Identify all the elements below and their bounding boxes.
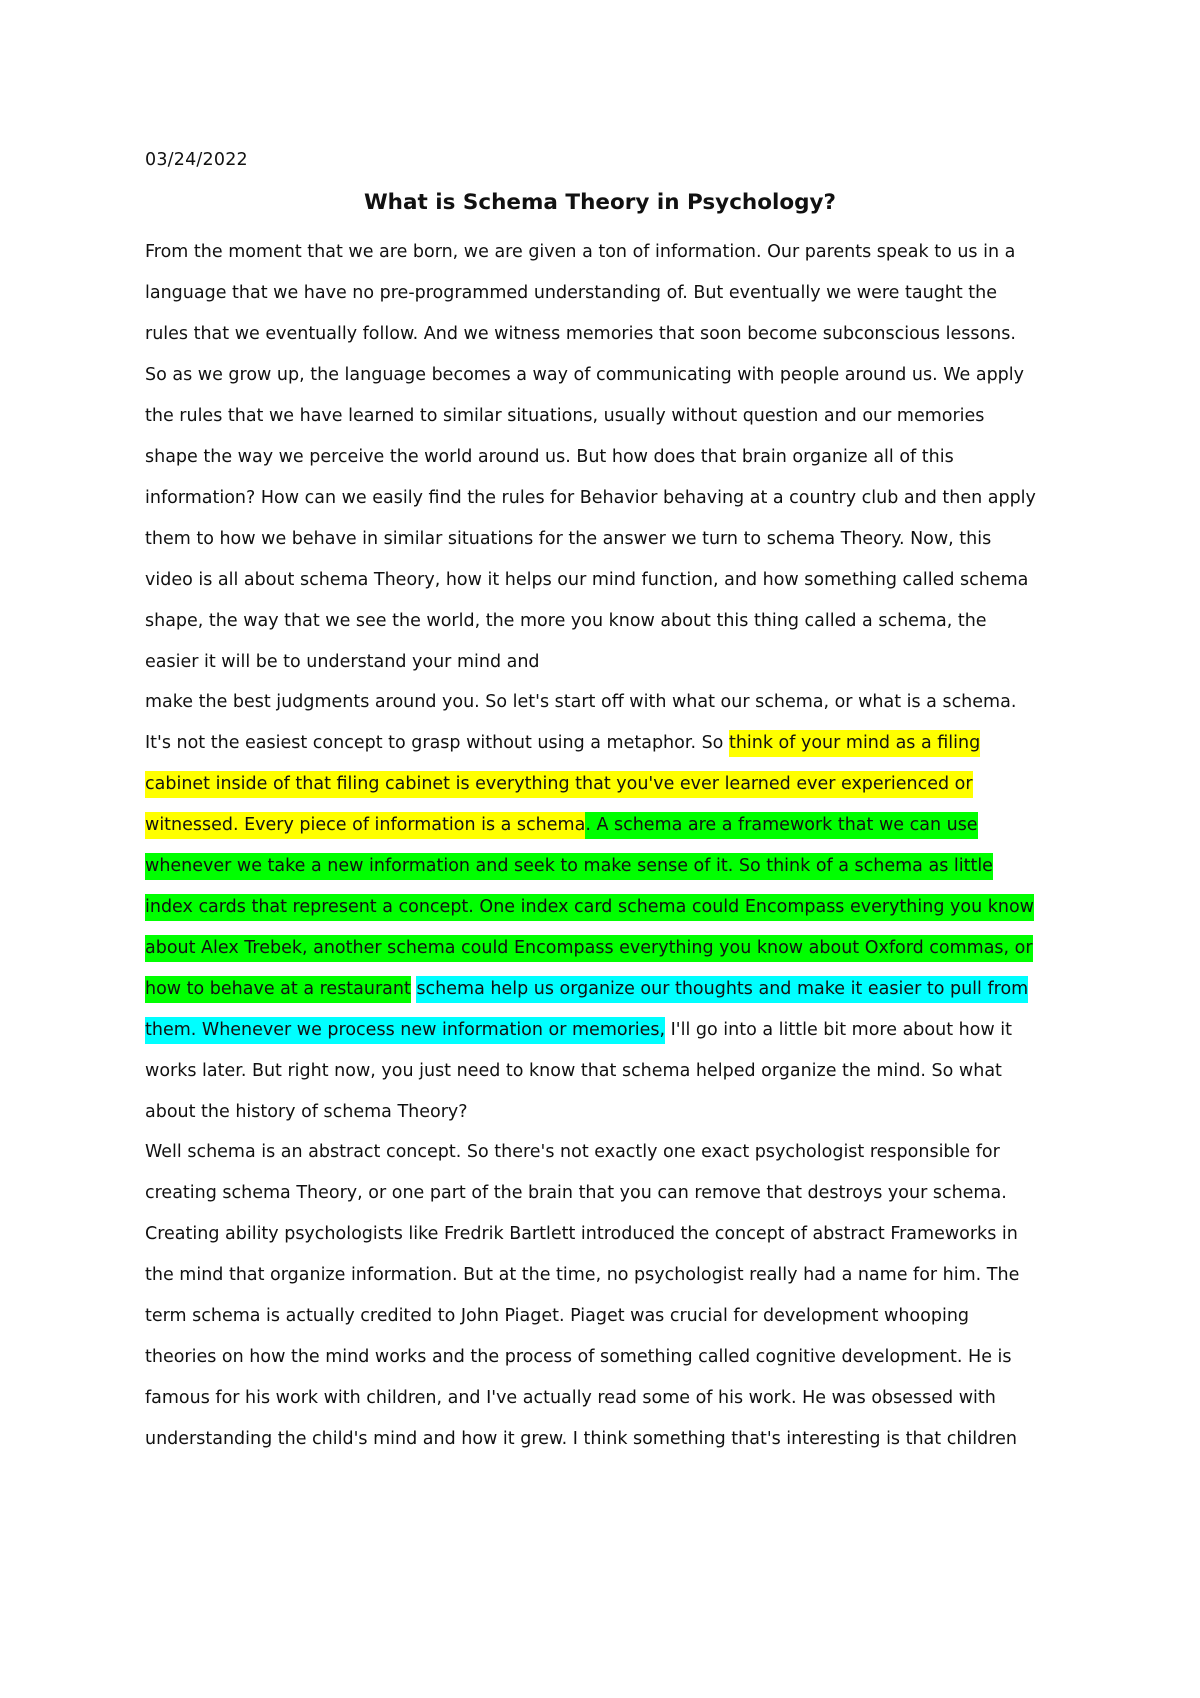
text-run: I'll go into a little bit more about how it: [665, 1020, 1013, 1040]
text-line: [145, 1051, 1125, 1092]
text-line: [145, 355, 1125, 396]
text-run: video is all about schema Theory, how it helps our mind function, and how something called schema: [145, 570, 1029, 590]
text-run: easier it will be to understand your mind and: [145, 652, 540, 672]
text-line: [145, 1337, 1125, 1378]
text-run: language that we have no pre-programmed understanding of. But eventually we were taught the: [145, 283, 998, 303]
text-line: [145, 1173, 1125, 1214]
document-title: What is Schema Theory in Psychology?: [363, 190, 837, 215]
text-run: It's not the easiest concept to grasp without using a metaphor. So: [145, 733, 729, 753]
text-run: about the history of schema Theory?: [145, 1102, 468, 1122]
text-line: [145, 682, 1125, 723]
text-line: [145, 928, 1125, 969]
text-line: [145, 396, 1125, 437]
text-run: theories on how the mind works and the process of something called cognitive development. He is: [145, 1347, 1012, 1367]
text-run: rules that we eventually follow. And we witness memories that soon become subconscious lessons.: [145, 324, 1016, 344]
text-run: the rules that we have learned to similar situations, usually without question and our memories: [145, 406, 985, 426]
highlighted-text-green: how to behave at a restaurant: [145, 976, 411, 1003]
highlighted-text-yellow: cabinet inside of that filing cabinet is everything that you've ever learned ever experienced or: [145, 771, 973, 798]
text-run: information? How can we easily find the rules for Behavior behaving at a country club and then apply: [145, 488, 1036, 508]
text-line: [145, 1296, 1125, 1337]
highlighted-text-green: about Alex Trebek, another schema could Encompass everything you know about Oxford commas, or: [145, 935, 1033, 962]
text-run: understanding the child's mind and how it grew. I think something that's interesting is that children: [145, 1429, 1017, 1449]
text-line: [145, 437, 1125, 478]
text-run: them to how we behave in similar situations for the answer we turn to schema Theory. Now, this: [145, 529, 992, 549]
paragraph-schema-definition: [145, 682, 1125, 1133]
text-line: [145, 560, 1125, 601]
text-run: shape the way we perceive the world around us. But how does that brain organize all of this: [145, 447, 954, 467]
highlighted-text-yellow: think of your mind as a filing: [729, 730, 980, 757]
text-line: [145, 969, 1125, 1010]
text-line: [145, 764, 1125, 805]
text-run: creating schema Theory, or one part of the brain that you can remove that destroys your schema.: [145, 1183, 1007, 1203]
text-line: [145, 478, 1125, 519]
highlighted-text-yellow: witnessed. Every piece of information is a schema: [145, 812, 585, 839]
text-line: [145, 601, 1125, 642]
text-line: [145, 232, 1125, 273]
highlighted-text-cyan: schema help us organize our thoughts and make it easier to pull from: [416, 976, 1028, 1003]
text-run: make the best judgments around you. So let's start off with what our schema, or what is a schema.: [145, 692, 1017, 712]
highlighted-text-green: index cards that represent a concept. One index card schema could Encompass everything you know: [145, 894, 1034, 921]
text-run: the mind that organize information. But at the time, no psychologist really had a name for him. The: [145, 1265, 1020, 1285]
document-date: 03/24/2022: [145, 150, 248, 170]
text-line: [145, 314, 1125, 355]
text-line: [145, 723, 1125, 764]
text-line: [145, 1010, 1125, 1051]
highlighted-text-green: whenever we take a new information and seek to make sense of it. So think of a schema as little: [145, 853, 993, 880]
text-run: So as we grow up, the language becomes a way of communicating with people around us. We apply: [145, 365, 1025, 385]
text-run: From the moment that we are born, we are given a ton of information. Our parents speak to us in a: [145, 242, 1016, 262]
text-run: famous for his work with children, and I've actually read some of his work. He was obsessed with: [145, 1388, 996, 1408]
text-line: [145, 1419, 1125, 1460]
text-line: [145, 1255, 1125, 1296]
paragraph-intro: [145, 232, 1125, 683]
text-line: [145, 1378, 1125, 1419]
highlighted-text-cyan: them. Whenever we process new information or memories,: [145, 1017, 665, 1044]
text-line: [145, 887, 1125, 928]
text-run: Well schema is an abstract concept. So there's not exactly one exact psychologist responsible for: [145, 1142, 1000, 1162]
text-line: [145, 846, 1125, 887]
text-line: [145, 273, 1125, 314]
paragraph-history: [145, 1132, 1125, 1460]
text-line: [145, 1132, 1125, 1173]
text-run: shape, the way that we see the world, the more you know about this thing called a schema, the: [145, 611, 987, 631]
text-line: [145, 642, 1125, 683]
highlighted-text-green: . A schema are a framework that we can use: [585, 812, 977, 839]
text-line: [145, 1092, 1125, 1133]
text-run: works later. But right now, you just need to know that schema helped organize the mind. So what: [145, 1061, 1002, 1081]
text-run: Creating ability psychologists like Fredrik Bartlett introduced the concept of abstract Frameworks in: [145, 1224, 1018, 1244]
text-run: term schema is actually credited to John Piaget. Piaget was crucial for development whooping: [145, 1306, 970, 1326]
text-line: [145, 1214, 1125, 1255]
text-line: [145, 519, 1125, 560]
text-line: [145, 805, 1125, 846]
